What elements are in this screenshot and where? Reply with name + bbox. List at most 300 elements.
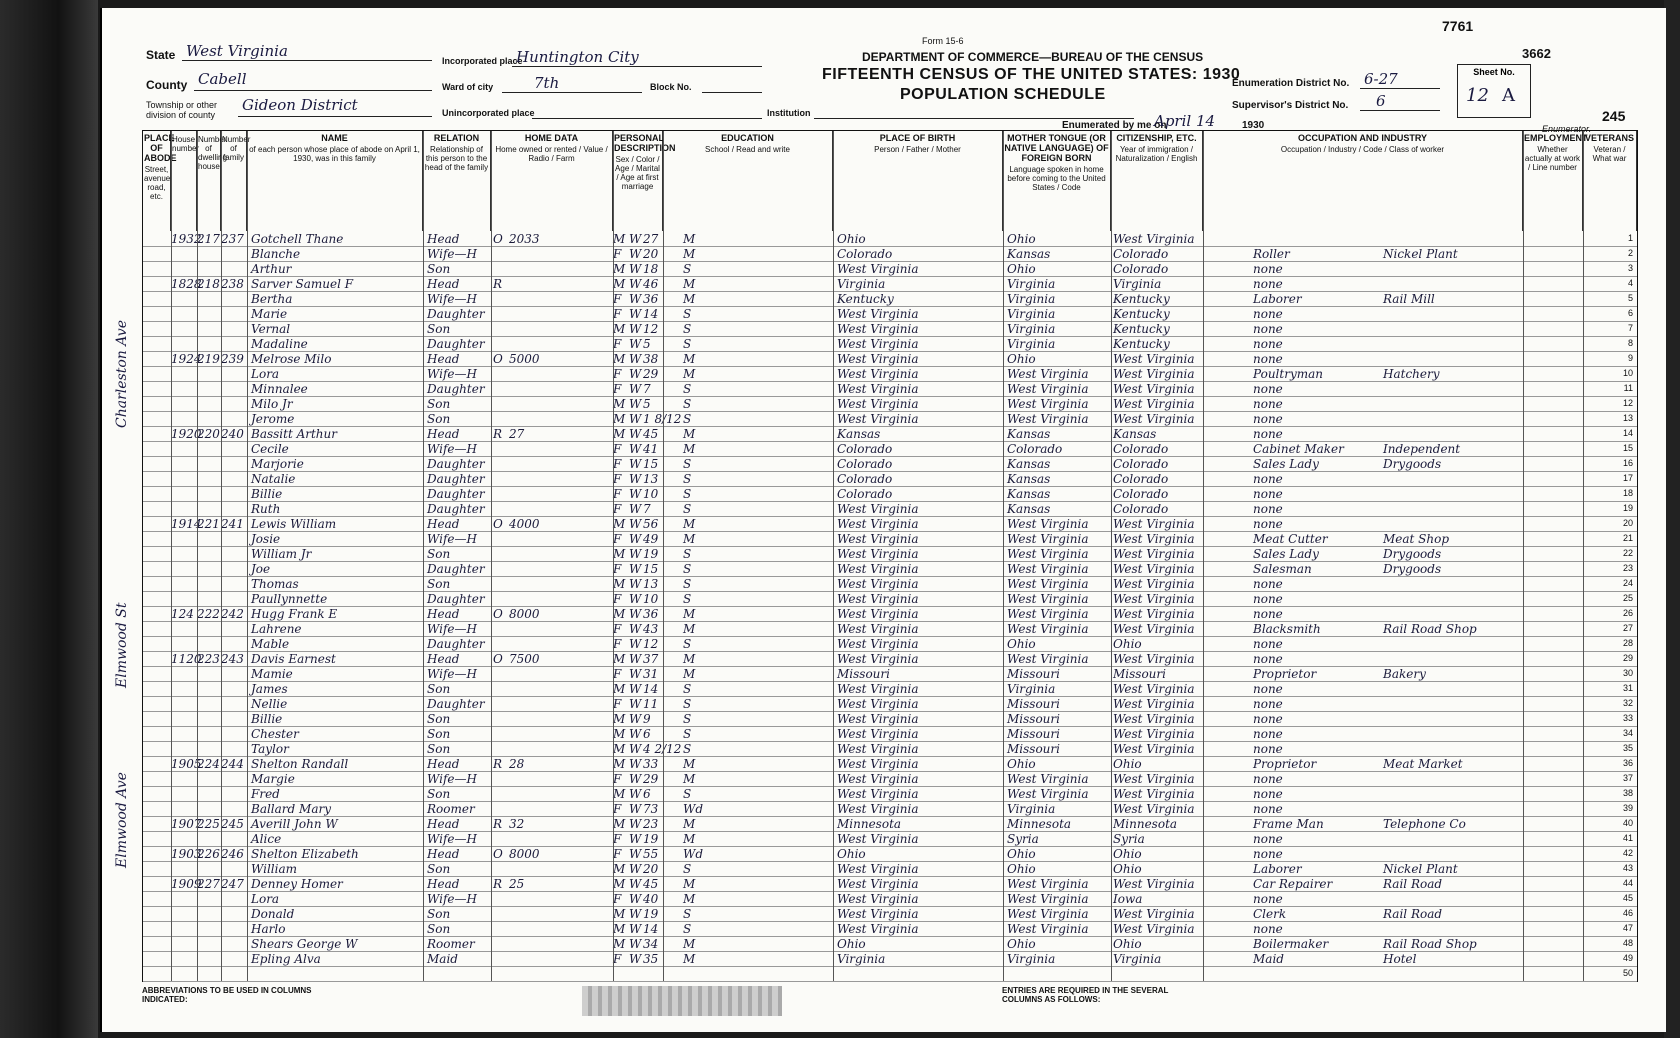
cell-sex: M (613, 517, 626, 531)
cell-col: W (629, 487, 642, 501)
cell-mar: S (683, 382, 692, 396)
cell-own: R (493, 427, 503, 441)
cell-fbp: West Virginia (1007, 787, 1089, 801)
cell-occ: none (1253, 637, 1283, 651)
cell-ind: Rail Road (1383, 907, 1443, 921)
cell-sex: F (613, 292, 622, 306)
cell-bp: West Virginia (837, 412, 919, 426)
cell-mar: M (683, 352, 696, 366)
cell-mbp: West Virginia (1113, 697, 1195, 711)
cell-mbp: Colorado (1113, 442, 1169, 456)
cell-fbp: Missouri (1007, 742, 1060, 756)
cell-age: 36 (643, 292, 659, 306)
column-divider (833, 131, 834, 981)
cell-mbp: West Virginia (1113, 787, 1195, 801)
cell-mbp: West Virginia (1113, 607, 1195, 621)
cell-bp: West Virginia (837, 697, 919, 711)
cell-name: Marie (251, 307, 288, 321)
cell-age: 10 (643, 487, 659, 501)
cell-fbp: Missouri (1007, 667, 1060, 681)
column-divider (423, 131, 424, 981)
cell-ind: Drygoods (1383, 562, 1442, 576)
cell-age: 20 (643, 247, 659, 261)
cell-occ: Meat Cutter (1253, 532, 1328, 546)
cell-mbp: West Virginia (1113, 382, 1195, 396)
cell-bp: Virginia (837, 277, 886, 291)
column-header (613, 131, 676, 231)
enumerator-label: Enumerator. (1542, 124, 1592, 134)
cell-rel: Head (427, 607, 460, 621)
sheet-label: Sheet No. (1473, 67, 1515, 77)
cell-col: W (629, 652, 642, 666)
cell-sex: M (613, 607, 626, 621)
cell-occ: Proprietor (1253, 757, 1317, 771)
cell-own: O (493, 847, 503, 861)
cell-occ: none (1253, 847, 1283, 861)
cell-house: 1920 (171, 427, 202, 441)
cell-mbp: Kentucky (1113, 337, 1170, 351)
cell-mar: S (683, 502, 692, 516)
cell-fbp: Missouri (1007, 727, 1060, 741)
cell-fam: 244 (221, 757, 244, 771)
cell-mbp: West Virginia (1113, 532, 1195, 546)
cell-rel: Son (427, 742, 451, 756)
cell-occ: Proprietor (1253, 667, 1317, 681)
enumerated-date: April 14 (1154, 112, 1216, 130)
cell-occ: none (1253, 802, 1283, 816)
cell-age: 5 (643, 397, 651, 411)
cell-mbp: Missouri (1113, 667, 1166, 681)
cell-occ: Clerk (1253, 907, 1287, 921)
cell-age: 6 (643, 787, 651, 801)
cell-occ: Salesman (1253, 562, 1312, 576)
cell-age: 13 (643, 472, 659, 486)
cell-mbp: Ohio (1113, 637, 1142, 651)
line-number: 23 (1622, 563, 1633, 573)
column-divider (613, 131, 614, 981)
cell-sex: F (613, 487, 622, 501)
cell-house: 124 (171, 607, 194, 621)
cell-mar: M (683, 367, 696, 381)
cell-rel: Head (427, 352, 460, 366)
cell-bp: West Virginia (837, 307, 919, 321)
cell-fbp: Virginia (1007, 802, 1056, 816)
form-number: Form 15-6 (922, 36, 964, 46)
cell-name: Ruth (251, 502, 281, 516)
cell-fbp: Virginia (1007, 682, 1056, 696)
sheet-number-box (1457, 64, 1531, 118)
line-number: 43 (1622, 863, 1633, 873)
cell-fam: 239 (221, 352, 244, 366)
cell-bp: West Virginia (837, 727, 919, 741)
cell-occ: none (1253, 577, 1283, 591)
cell-col: W (629, 232, 642, 246)
cell-occ: none (1253, 892, 1283, 906)
cell-sex: M (613, 787, 626, 801)
cell-mar: M (683, 442, 696, 456)
cell-ind: Rail Mill (1383, 292, 1435, 306)
cell-col: W (629, 772, 642, 786)
line-number: 42 (1622, 848, 1633, 858)
cell-sex: M (613, 757, 626, 771)
cell-mar: S (683, 712, 692, 726)
line-number: 16 (1622, 458, 1633, 468)
cell-sex: M (613, 742, 626, 756)
cell-dw: 227 (197, 877, 220, 891)
cell-bp: West Virginia (837, 502, 919, 516)
line-number: 8 (1627, 338, 1633, 348)
cell-mbp: West Virginia (1113, 412, 1195, 426)
cell-mbp: Iowa (1113, 892, 1143, 906)
cell-mbp: Colorado (1113, 502, 1169, 516)
line-number: 5 (1627, 293, 1633, 303)
cell-col: W (629, 457, 642, 471)
cell-name: Vernal (251, 322, 291, 336)
column-group-label: OCCUPATION AND INDUSTRY (1298, 133, 1427, 143)
cell-sex: M (613, 937, 626, 951)
cell-mbp: West Virginia (1113, 742, 1195, 756)
cell-fbp: West Virginia (1007, 562, 1089, 576)
line-number: 29 (1622, 653, 1633, 663)
cell-col: W (629, 532, 642, 546)
cell-sex: F (613, 637, 622, 651)
cell-fbp: Kansas (1007, 502, 1051, 516)
cell-col: W (629, 427, 642, 441)
cell-dw: 221 (197, 517, 220, 531)
cell-ind: Bakery (1383, 667, 1426, 681)
column-label: of each person whose place of abode on April 1, 1930, was in this family (249, 145, 420, 163)
cell-sex: F (613, 892, 622, 906)
cell-mbp: Minnesota (1113, 817, 1178, 831)
cell-occ: Car Repairer (1253, 877, 1333, 891)
cell-fbp: Virginia (1007, 322, 1056, 336)
cell-bp: West Virginia (837, 832, 919, 846)
column-group-label: PERSONAL DESCRIPTION (614, 133, 676, 153)
column-header (247, 131, 423, 231)
ward-value: 7th (534, 74, 560, 92)
cell-mar: S (683, 922, 692, 936)
county-value: Cabell (198, 70, 247, 88)
cell-fam: 246 (221, 847, 244, 861)
cell-mar: S (683, 697, 692, 711)
cell-age: 34 (643, 937, 659, 951)
scan-border-right (1664, 0, 1680, 1038)
ed-label: Enumeration District No. (1232, 78, 1350, 89)
cell-col: W (629, 592, 642, 606)
cell-bp: West Virginia (837, 622, 919, 636)
sd-underline (1360, 110, 1440, 111)
county-underline (194, 90, 432, 91)
unincorporated-label: Unincorporated place (442, 108, 535, 118)
cell-bp: Ohio (837, 847, 866, 861)
cell-fbp: Virginia (1007, 952, 1056, 966)
cell-age: 10 (643, 592, 659, 606)
cell-age: 15 (643, 457, 659, 471)
cell-occ: none (1253, 322, 1283, 336)
cell-own: O (493, 652, 503, 666)
column-label: Language spoken in home before coming to the United States / Code (1007, 165, 1106, 192)
cell-col: W (629, 247, 642, 261)
cell-age: 31 (643, 667, 659, 681)
line-number: 40 (1622, 818, 1633, 828)
cell-rel: Roomer (427, 937, 475, 951)
line-number: 9 (1627, 353, 1633, 363)
cell-occ: none (1253, 277, 1283, 291)
line-number: 48 (1622, 938, 1633, 948)
cell-name: Taylor (251, 742, 289, 756)
entries-title: ENTRIES ARE REQUIRED IN THE SEVERAL COLUMNS AS FOLLOWS: (1002, 986, 1169, 1004)
cell-mar: Wd (683, 802, 704, 816)
cell-mar: M (683, 607, 696, 621)
line-number: 2 (1627, 248, 1633, 258)
cell-mar: M (683, 832, 696, 846)
cell-ind: Hatchery (1383, 367, 1440, 381)
cell-sex: F (613, 562, 622, 576)
cell-age: 35 (643, 952, 659, 966)
cell-occ: Laborer (1253, 862, 1302, 876)
cell-dw: 225 (197, 817, 220, 831)
cell-col: W (629, 397, 642, 411)
cell-col: W (629, 742, 642, 756)
cell-fbp: West Virginia (1007, 622, 1089, 636)
cell-ind: Independent (1383, 442, 1461, 456)
cell-house: 1120 (171, 652, 202, 666)
cell-rel: Son (427, 727, 451, 741)
cell-occ: none (1253, 472, 1283, 486)
column-group-label: EDUCATION (721, 133, 774, 143)
cell-age: 19 (643, 907, 659, 921)
cell-col: W (629, 907, 642, 921)
cell-bp: West Virginia (837, 637, 919, 651)
cell-sex: M (613, 877, 626, 891)
cell-fam: 242 (221, 607, 244, 621)
cell-rel: Son (427, 907, 451, 921)
cell-mar: S (683, 397, 692, 411)
line-number: 3 (1627, 263, 1633, 273)
column-group-label: RELATION (433, 133, 480, 143)
cell-name: Billie (251, 487, 283, 501)
cell-occ: Maid (1253, 952, 1284, 966)
cell-name: Melrose Milo (251, 352, 332, 366)
cell-mar: M (683, 952, 696, 966)
cell-age: 49 (643, 532, 659, 546)
cell-name: Billie (251, 712, 283, 726)
cell-fbp: Virginia (1007, 307, 1056, 321)
cell-house: 1905 (171, 757, 202, 771)
cell-col: W (629, 757, 642, 771)
cell-val: 5000 (509, 352, 540, 366)
cell-bp: Ohio (837, 937, 866, 951)
township-value: Gideon District (242, 96, 358, 114)
line-number: 18 (1622, 488, 1633, 498)
cell-occ: none (1253, 397, 1283, 411)
cell-fbp: Ohio (1007, 937, 1036, 951)
cell-mbp: West Virginia (1113, 562, 1195, 576)
cell-mbp: Kentucky (1113, 322, 1170, 336)
cell-sex: M (613, 682, 626, 696)
column-label: Whether actually at work / Line number (1524, 145, 1581, 172)
line-number: 50 (1622, 968, 1633, 978)
cell-col: W (629, 922, 642, 936)
cell-dw: 217 (197, 232, 220, 246)
cell-mbp: West Virginia (1113, 652, 1195, 666)
cell-occ: Frame Man (1253, 817, 1324, 831)
cell-col: W (629, 262, 642, 276)
cell-name: Gotchell Thane (251, 232, 344, 246)
cell-ind: Hotel (1383, 952, 1417, 966)
cell-age: 43 (643, 622, 659, 636)
cell-fbp: Syria (1007, 832, 1039, 846)
cell-fbp: Missouri (1007, 697, 1060, 711)
line-number: 36 (1622, 758, 1633, 768)
cell-sex: F (613, 667, 622, 681)
form-footer (142, 984, 1636, 1028)
column-header (197, 131, 227, 231)
cell-rel: Head (427, 232, 460, 246)
cell-age: 56 (643, 517, 659, 531)
cell-col: W (629, 292, 642, 306)
line-number: 41 (1622, 833, 1633, 843)
cell-mbp: Colorado (1113, 472, 1169, 486)
cell-sex: M (613, 547, 626, 561)
line-number: 28 (1622, 638, 1633, 648)
cell-val: 2033 (509, 232, 540, 246)
cell-bp: West Virginia (837, 352, 919, 366)
cell-col: W (629, 382, 642, 396)
cell-val: 8000 (509, 847, 540, 861)
cell-sex: F (613, 382, 622, 396)
cell-age: 45 (643, 427, 659, 441)
cell-age: 33 (643, 757, 659, 771)
cell-rel: Maid (427, 952, 458, 966)
cell-occ: none (1253, 697, 1283, 711)
cell-occ: none (1253, 487, 1283, 501)
cell-mbp: West Virginia (1113, 547, 1195, 561)
cell-age: 55 (643, 847, 659, 861)
cell-rel: Wife—H (427, 622, 477, 636)
cell-col: W (629, 412, 642, 426)
line-number: 15 (1622, 443, 1633, 453)
cell-col: W (629, 847, 642, 861)
cell-name: Mamie (251, 667, 293, 681)
cell-name: William (251, 862, 298, 876)
cell-rel: Son (427, 922, 451, 936)
cell-sex: M (613, 862, 626, 876)
cell-rel: Head (427, 652, 460, 666)
cell-sex: M (613, 262, 626, 276)
cell-mar: M (683, 427, 696, 441)
cell-ind: Rail Road (1383, 877, 1443, 891)
cell-sex: M (613, 277, 626, 291)
cell-age: 7 (643, 382, 651, 396)
column-group-label: EMPLOYMENT (1524, 133, 1588, 143)
cell-fbp: Ohio (1007, 232, 1036, 246)
column-label: Number of family (222, 135, 251, 162)
cell-sex: F (613, 952, 622, 966)
cell-occ: none (1253, 262, 1283, 276)
cell-rel: Son (427, 412, 451, 426)
line-number: 35 (1622, 743, 1633, 753)
cell-col: W (629, 682, 642, 696)
cell-mar: M (683, 652, 696, 666)
cell-rel: Daughter (427, 592, 485, 606)
department-line: DEPARTMENT OF COMMERCE—BUREAU OF THE CENSUS (862, 50, 1204, 64)
cell-rel: Daughter (427, 337, 485, 351)
cell-col: W (629, 787, 642, 801)
cell-age: 37 (643, 652, 659, 666)
cell-sex: M (613, 712, 626, 726)
cell-mbp: Virginia (1113, 952, 1162, 966)
cell-own: R (493, 817, 503, 831)
cell-house: 1914 (171, 517, 202, 531)
cell-bp: West Virginia (837, 262, 919, 276)
cell-mbp: West Virginia (1113, 727, 1195, 741)
cell-col: W (629, 547, 642, 561)
cell-mar: S (683, 262, 692, 276)
column-header (143, 131, 177, 231)
line-number: 20 (1622, 518, 1633, 528)
cell-mar: M (683, 892, 696, 906)
cell-col: W (629, 667, 642, 681)
stamp-number-2: 3662 (1522, 46, 1551, 61)
cell-fbp: West Virginia (1007, 652, 1089, 666)
cell-rel: Son (427, 397, 451, 411)
cell-house: 1828 (171, 277, 202, 291)
cell-bp: Ohio (837, 232, 866, 246)
line-number: 7 (1627, 323, 1633, 333)
cell-fbp: Virginia (1007, 277, 1056, 291)
column-label: House number (172, 135, 200, 153)
cell-name: Shears George W (251, 937, 358, 951)
cell-age: 20 (643, 862, 659, 876)
cell-mbp: West Virginia (1113, 922, 1195, 936)
column-divider (663, 131, 664, 981)
cell-bp: Colorado (837, 442, 893, 456)
cell-name: William Jr (251, 547, 312, 561)
cell-col: W (629, 442, 642, 456)
cell-col: W (629, 517, 642, 531)
cell-col: W (629, 322, 642, 336)
cell-sex: M (613, 727, 626, 741)
cell-age: 38 (643, 352, 659, 366)
cell-own: O (493, 517, 503, 531)
cell-col: W (629, 307, 642, 321)
ed-underline (1360, 88, 1440, 89)
cell-mar: S (683, 682, 692, 696)
cell-bp: West Virginia (837, 802, 919, 816)
cell-occ: none (1253, 337, 1283, 351)
cell-house: 1932 (171, 232, 202, 246)
ward-underline (502, 92, 642, 93)
cell-mbp: West Virginia (1113, 397, 1195, 411)
cell-sex: F (613, 367, 622, 381)
enumerated-year: 1930 (1242, 120, 1265, 131)
cell-sex: F (613, 622, 622, 636)
cell-bp: West Virginia (837, 562, 919, 576)
cell-age: 29 (643, 772, 659, 786)
row-divider (143, 981, 1637, 982)
line-number: 39 (1622, 803, 1633, 813)
cell-col: W (629, 712, 642, 726)
column-group-label: HOME DATA (524, 133, 579, 143)
cell-bp: West Virginia (837, 892, 919, 906)
cell-mar: S (683, 577, 692, 591)
column-divider (1583, 131, 1584, 981)
cell-sex: F (613, 697, 622, 711)
line-number: 12 (1622, 398, 1633, 408)
cell-col: W (629, 577, 642, 591)
cell-age: 73 (643, 802, 659, 816)
